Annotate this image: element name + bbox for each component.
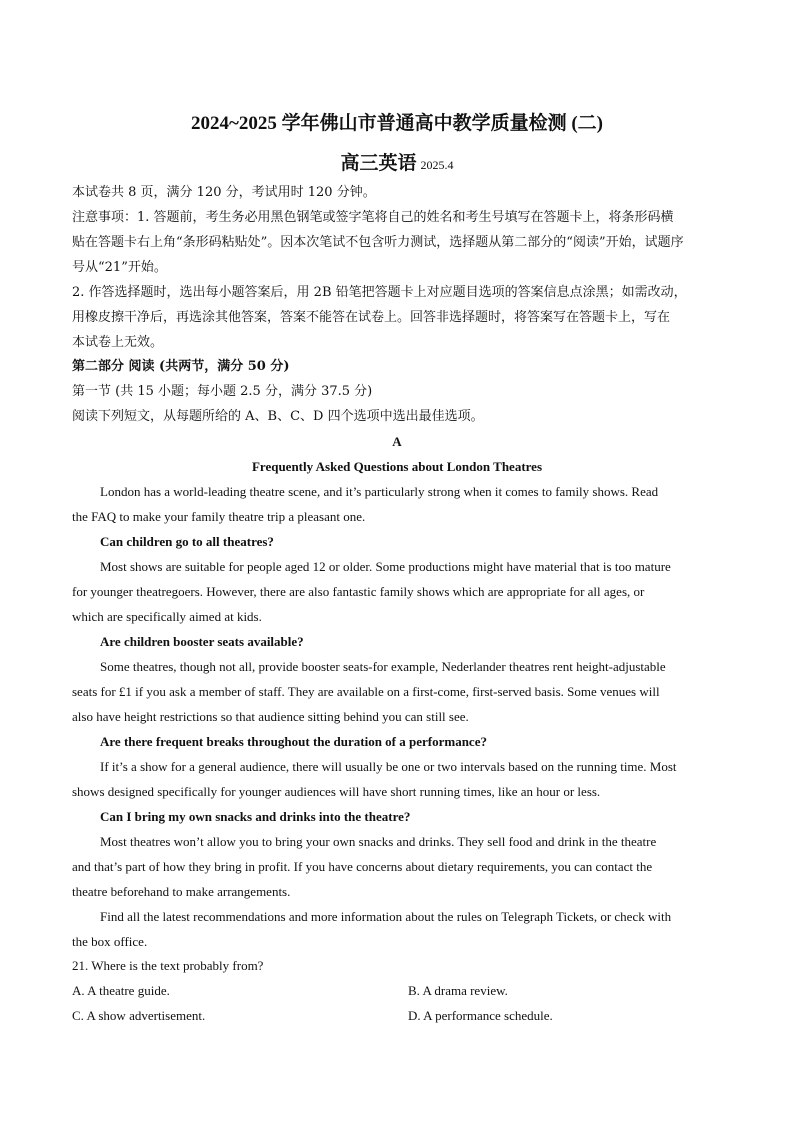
notes-line-4: 号从“21”开始。 (72, 260, 167, 275)
faq-answer-4-line-1: Most theatres won’t allow you to bring your own snacks and drinks. They sell food and drink in the theatre (100, 834, 657, 849)
notes-line-3: 贴在答题卡右上角“条形码粘贴处”。因本次笔试不包含听力测试，选择题从第二部分的“阅读”开始，试题序 (72, 235, 684, 250)
exam-subtitle (0, 148, 794, 175)
faq-answer-1-line-1: Most shows are suitable for people aged 12 or older. Some productions might have material that is too mature (100, 559, 671, 574)
faq-answer-2-line-3: also have height restrictions so that audience sitting behind you can still see. (72, 709, 469, 724)
notes-line-2: 注意事项：1. 答题前，考生务必用黑色钢笔或签字笔将自己的姓名和考生号填写在答题卡上，将条形码横 (72, 210, 674, 225)
question-21-option-d[interactable]: D. A performance schedule. (408, 1008, 553, 1023)
exam-date: 2025.4 (420, 158, 454, 172)
subject-label: 高三英语 (340, 153, 417, 174)
notes-line-5: 2. 作答选择题时，选出每小题答案后，用 2B 铅笔把答题卡上对应题目选项的答案信息点涂黑；如需改动， (72, 285, 687, 300)
faq-answer-2-line-1: Some theatres, though not all, provide booster seats-for example, Nederlander theatres rent height-adjustable (100, 659, 666, 674)
passage-title: Frequently Asked Questions about London Theatres (251, 459, 543, 474)
passage-ending-line-2: the box office. (72, 934, 148, 949)
faq-question-4: Can I bring my own snacks and drinks into the theatre? (100, 809, 411, 824)
section-heading: 第二部分 阅读 (共两节，满分 50 分) (72, 359, 290, 374)
passage-letter: A (392, 434, 402, 449)
question-21-option-a[interactable]: A. A theatre guide. (72, 983, 170, 998)
faq-answer-2-line-2: seats for £1 if you ask a member of staff. They are available on a first-come, first-served basis. Some venues will (72, 684, 660, 699)
faq-answer-4-line-2: and that’s part of how they bring in profit. If you have concerns about dietary requirements, you can contact the (72, 859, 653, 874)
passage-ending-line-1: Find all the latest recommendations and more information about the rules on Telegraph Tickets, or check with (100, 909, 672, 924)
exam-title: 2024~2025 学年佛山市普通高中教学质量检测 (二) (190, 113, 604, 134)
faq-question-1: Can children go to all theatres? (100, 534, 274, 549)
faq-answer-1-line-2: for younger theatregoers. However, there are also fantastic family shows which are appropriate for all ages, or (72, 584, 645, 599)
faq-question-3: Are there frequent breaks throughout the duration of a performance? (100, 734, 487, 749)
notes-line-1: 本试卷共 8 页，满分 120 分，考试用时 120 分钟。 (72, 185, 376, 200)
faq-answer-3-line-2: shows designed specifically for younger audiences will have short running times, like an hour or less. (72, 784, 601, 799)
question-21-stem: 21. Where is the text probably from? (72, 958, 264, 973)
faq-answer-1-line-3: which are specifically aimed at kids. (72, 609, 262, 624)
faq-answer-3-line-1: If it’s a show for a general audience, there will usually be one or two intervals based on the running time. Most (100, 759, 677, 774)
notes-line-6: 用橡皮擦干净后，再选涂其他答案，答案不能答在试卷上。回答非选择题时，将答案写在答题卡上，写在 (72, 310, 671, 325)
passage-intro-line-1: London has a world-leading theatre scene, and it’s particularly strong when it comes to family shows. Read (100, 484, 659, 499)
question-21-option-b[interactable]: B. A drama review. (408, 983, 508, 998)
passage-intro-line-2: the FAQ to make your family theatre trip a pleasant one. (72, 509, 366, 524)
faq-answer-4-line-3: theatre beforehand to make arrangements. (72, 884, 291, 899)
notes-line-7: 本试卷上无效。 (72, 335, 164, 350)
section-instructions: 阅读下列短文，从每题所给的 A、B、C、D 四个选项中选出最佳选项。 (72, 409, 484, 424)
faq-question-2: Are children booster seats available? (100, 634, 304, 649)
section-subheading: 第一节 (共 15 小题；每小题 2.5 分，满分 37.5 分) (72, 384, 373, 399)
question-21-option-c[interactable]: C. A show advertisement. (72, 1008, 206, 1023)
